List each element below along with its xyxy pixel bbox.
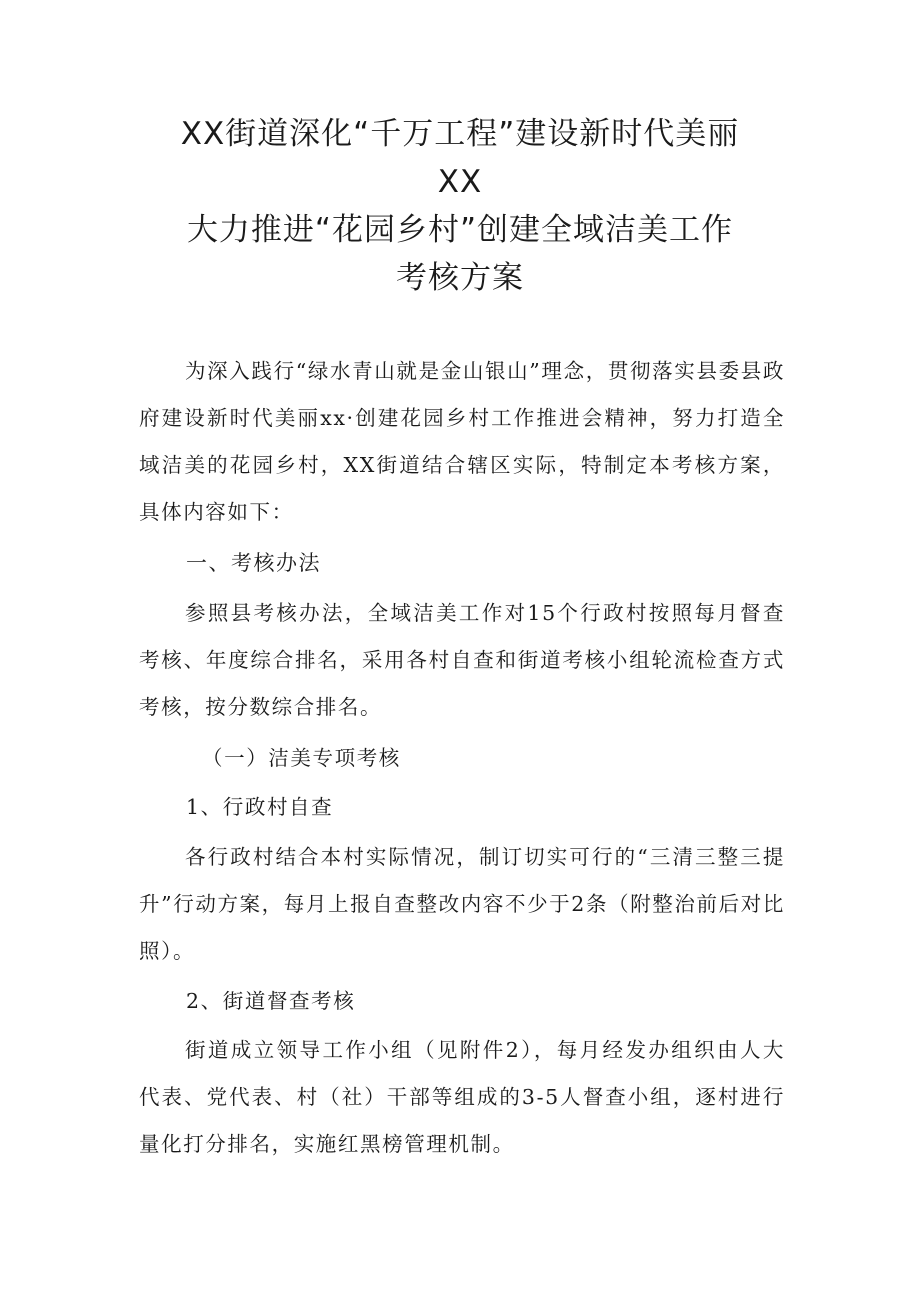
document-title-line-4: 考核方案 [396,260,524,296]
section-heading-1: 一、考核办法 [186,551,321,575]
subsection-heading-1: （一）洁美专项考核 [202,746,401,770]
document-title-line-3: 大力推进“花园乡村”创建全域洁美工作 [186,212,734,248]
item-1-paragraph: 各行政村结合本村实际情况，制订切实可行的“三清三整三提升”行动方案，每月上报自查整改内容不少于2条（附整治前后对比照）。 [139,845,785,963]
intro-paragraph: 为深入践行“绿水青山就是金山银山”理念，贯彻落实县委县政府建设新时代美丽xx·创建花园乡村工作推进会精神，努力打造全域洁美的花园乡村，XX街道结合辖区实际，特制定本考核方案，具体内容如下： [139,359,785,524]
document-title-line-2: XX [437,164,483,200]
item-heading-1: 1、行政村自查 [186,795,334,819]
section-1-paragraph: 参照县考核办法，全域洁美工作对15个行政村按照每月督查考核、年度综合排名，采用各村自查和街道考核小组轮流检查方式考核，按分数综合排名。 [139,601,785,719]
item-heading-2: 2、街道督查考核 [186,989,356,1013]
document-title-line-1: XX街道深化“千万工程”建设新时代美丽 [180,116,740,152]
item-2-paragraph: 街道成立领导工作小组（见附件2），每月经发办组织由人大代表、党代表、村（社）干部等组成的3-5人督查小组，逐村进行量化打分排名，实施红黑榜管理机制。 [139,1038,785,1156]
